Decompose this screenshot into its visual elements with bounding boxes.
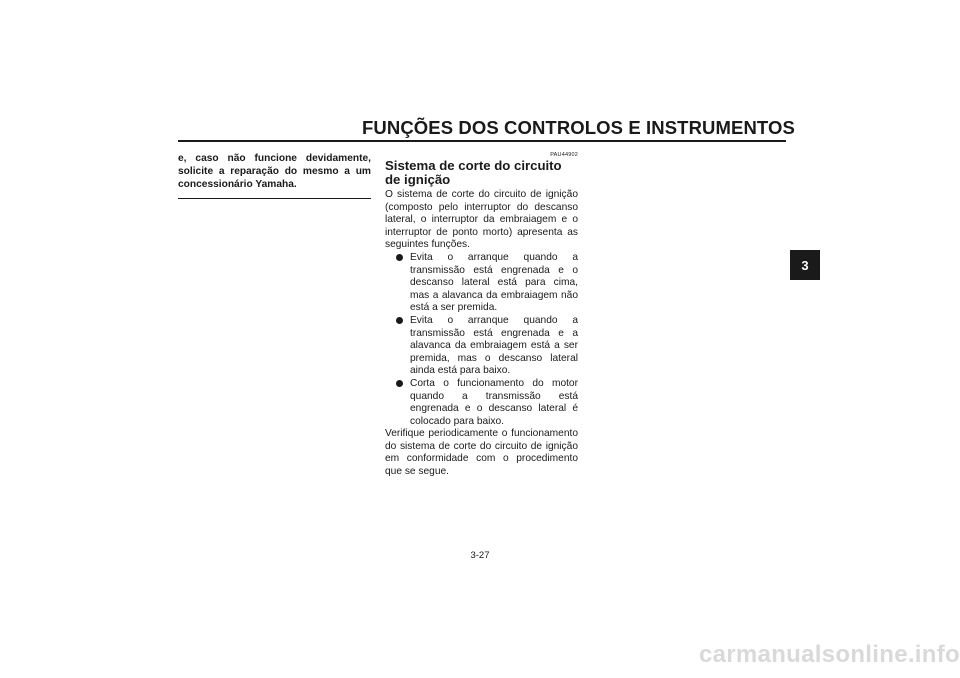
bullet-icon xyxy=(396,317,403,324)
list-item xyxy=(385,315,578,378)
bullet-icon xyxy=(396,380,403,387)
left-column-text: e, caso não funcione devidamente, solicite a reparação do mesmo a um concessionário Yamaha. xyxy=(178,153,371,190)
left-column-rule xyxy=(178,198,371,199)
list-item xyxy=(385,378,578,428)
header-rule xyxy=(178,140,786,142)
list-item-text: Evita o arranque quando a transmissão está engrenada e o descanso lateral está para cima, mas a alavanca da embraiagem não está a ser premida. xyxy=(410,251,578,314)
list-item-text: Corta o funcionamento do motor quando a transmissão está engrenada e o descanso lateral é colocado para baixo. xyxy=(410,377,578,427)
outro-paragraph: Verifique periodicamente o funcionamento do sistema de corte do circuito de ignição em conformidade com o procedimento que se segue. xyxy=(385,428,578,478)
intro-paragraph: O sistema de corte do circuito de ignição (composto pelo interruptor do descanso lateral, o interruptor da embraiagem e o interruptor de ponto morto) apresenta as seguintes funções. xyxy=(385,189,578,251)
list-item xyxy=(385,252,578,315)
header-title: FUNÇÕES DOS CONTROLOS E INSTRUMENTOS xyxy=(362,117,795,138)
page-number: 3-27 xyxy=(470,550,490,561)
function-list xyxy=(385,252,578,428)
watermark: carmanualsonline.info xyxy=(698,641,960,668)
section-heading: Sistema de corte do circuito de ignição xyxy=(385,158,562,187)
bullet-icon xyxy=(396,254,403,261)
list-item-text: Evita o arranque quando a transmissão está engrenada e a alavanca da embraiagem está a ser premida, mas o descanso lateral ainda está para baixo. xyxy=(410,314,578,377)
section-code: PAU44902 xyxy=(550,152,578,158)
left-column xyxy=(178,152,371,199)
right-column xyxy=(385,152,578,479)
chapter-tab: 3 xyxy=(790,250,820,280)
